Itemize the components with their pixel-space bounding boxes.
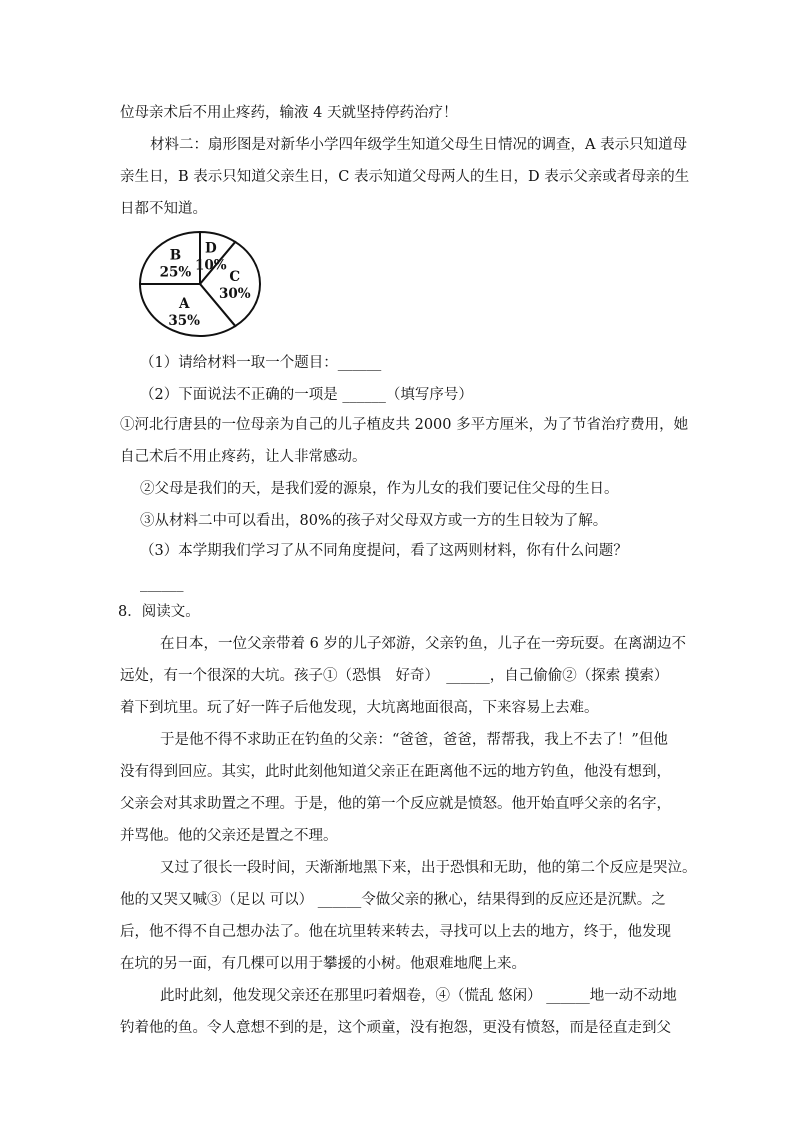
text-line: 后，他不得不自己想办法了。他在坑里转来转去，寻找可以上去的地方，终于，他发现 [120, 924, 671, 940]
text-line: 位母亲术后不用止疼药，输液 4 天就坚持停药治疗！ [120, 105, 458, 121]
text-line: 他的又哭又喊③（足以 可以） ______令做父亲的揪心，结果得到的反应还是沉默。之 [120, 892, 666, 908]
text-line: 没有得到回应。其实，此时此刻他知道父亲正在距离他不远的地方钓鱼，他没有想到， [120, 764, 671, 780]
text-line: ①河北行唐县的一位母亲为自己的儿子植皮共 2000 多平方厘米，为了节省治疗费用，她 [120, 417, 689, 433]
text-line: 父亲会对其求助置之不理。于是，他的第一个反应就是愤怒。他开始直呼父亲的名字， [120, 796, 671, 812]
text-line: （1）请给材料一取一个题目：______ [140, 355, 382, 371]
pie-slice-value: 35% [168, 312, 201, 329]
text-line: ______ [140, 576, 184, 592]
text-line: ②父母是我们的天，是我们爱的源泉，作为儿女的我们要记住父母的生日。 [140, 481, 619, 497]
text-line: 于是他不得不求助正在钓鱼的父亲：“爸爸，爸爸，帮帮我，我上不去了！”但他 [160, 732, 668, 748]
pie-slice-label: D [204, 240, 217, 257]
text-line: （3）本学期我们学习了从不同角度提问，看了这两则材料，你有什么问题？ [140, 543, 628, 559]
text-line: 此时此刻，他发现父亲还在那里叼着烟卷，④（慌乱 悠闲） ______地一动不动地 [160, 988, 677, 1004]
text-line: 远处，有一个很深的大坑。孩子①（恐惧 好奇） ______，自己偷偷②（探索 摸索） [120, 668, 669, 684]
text-line: 在日本，一位父亲带着 6 岁的儿子郊游，父亲钓鱼，儿子在一旁玩耍。在离湖边不 [160, 636, 686, 652]
pie-slice-value: 30% [218, 286, 251, 302]
pie-slice-value: 25% [159, 264, 192, 281]
text-line: 并骂他。他的父亲还是置之不理。 [120, 828, 338, 844]
pie-slice-label: A [178, 295, 190, 312]
text-line: 日都不知道。 [120, 201, 207, 217]
text-line: 8．阅读文。 [118, 604, 200, 620]
pie-chart [138, 228, 266, 340]
text-line: 钓着他的鱼。令人意想不到的是，这个顽童，没有抱怨，更没有愤怒，而是径直走到父 [120, 1020, 671, 1036]
pie-slice-label: B [169, 247, 182, 264]
pie-slice-value: 10% [194, 257, 227, 274]
text-line: 亲生日，B 表示只知道父亲生日，C 表示知道父母两人的生日，D 表示父亲或者母亲的生 [120, 169, 690, 185]
text-line: ③从材料二中可以看出，80%的孩子对父母双方或一方的生日较为了解。 [140, 513, 608, 529]
text-line: 在坑的另一面，有几棵可以用于攀援的小树。他艰难地爬上来。 [120, 956, 526, 972]
text-line: （2）下面说法不正确的一项是 ______（填写序号） [140, 387, 473, 403]
text-line: 自己术后不用止疼药，让人非常感动。 [120, 449, 367, 465]
text-line: 又过了很长一段时间，天渐渐地黑下来，出于恐惧和无助，他的第二个反应是哭泣。 [160, 860, 697, 876]
text-line: 着下到坑里。玩了好一阵子后他发现，大坑离地面很高，下来容易上去难。 [120, 700, 599, 716]
text-line: 材料二：扇形图是对新华小学四年级学生知道父母生日情况的调查，A 表示只知道母 [150, 137, 688, 153]
pie-slice-label: C [229, 269, 241, 285]
